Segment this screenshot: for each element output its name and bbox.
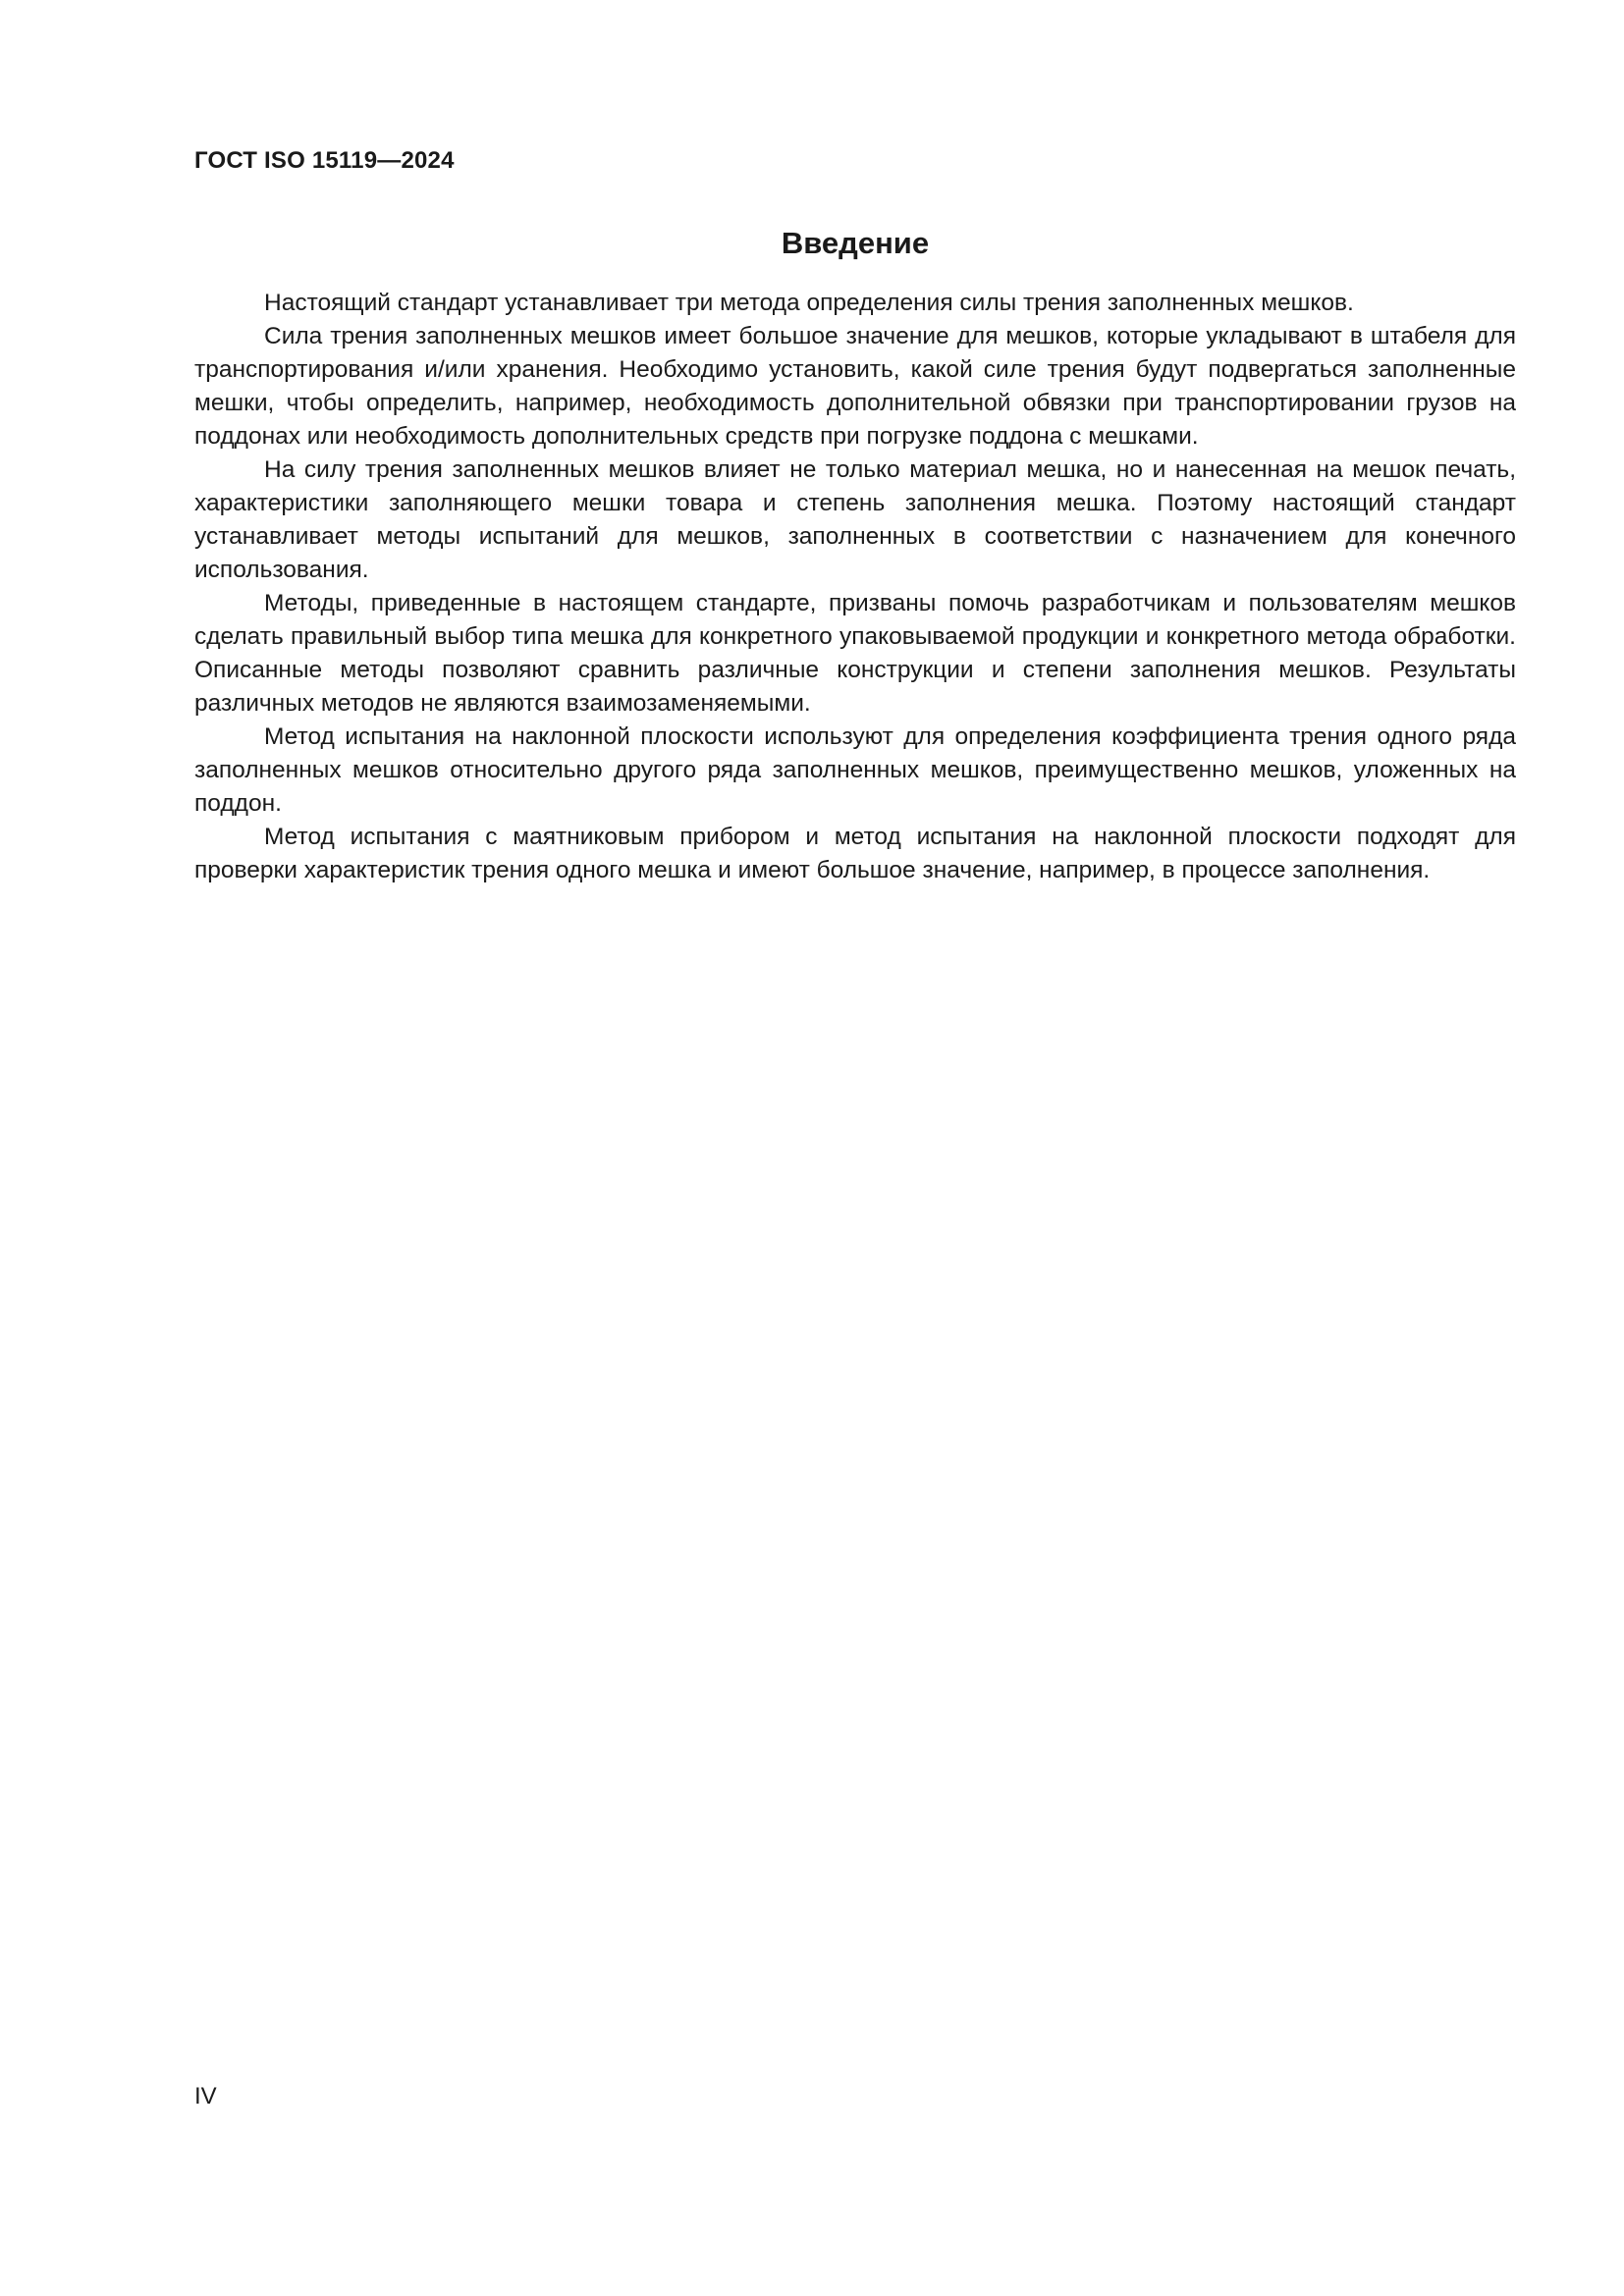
introduction-body bbox=[194, 287, 1516, 887]
section-title: Введение bbox=[781, 226, 930, 260]
document-header: ГОСТ ISO 15119—2024 bbox=[194, 147, 455, 174]
paragraph: Сила трения заполненных мешков имеет большое значение для мешков, которые укладывают в штабеля для транспортирования и/или хранения. Необходимо установить, какой силе трения будут подвергаться заполненные мешки, чтобы определить, например, необходимость дополнительной обвязки при транспортировании грузов на поддонах или необходимость дополнительных средств при погрузке поддона с мешками. bbox=[194, 323, 1516, 450]
paragraph: Настоящий стандарт устанавливает три метода определения силы трения заполненных мешков. bbox=[264, 290, 1354, 316]
paragraph: Метод испытания на наклонной плоскости используют для определения коэффициента трения одного ряда заполненных мешков относительно другого ряда заполненных мешков, преимущественно мешков, уложенных на поддон. bbox=[194, 723, 1516, 817]
paragraph: Методы, приведенные в настоящем стандарте, призваны помочь разработчикам и пользователям мешков сделать правильный выбор типа мешка для конкретного упаковываемой продукции и конкретного метода обработки. Описанные методы позволяют сравнить различные конструкции и степени заполнения мешков. Результаты различных методов не являются взаимозаменяемыми. bbox=[194, 590, 1516, 717]
page-number: IV bbox=[194, 2083, 217, 2109]
paragraph: На силу трения заполненных мешков влияет не только материал мешка, но и нанесенная на мешок печать, характеристики заполняющего мешки товара и степень заполнения мешка. Поэтому настоящий стандарт устанавливает методы испытаний для мешков, заполненных в соответствии с назначением для конечного использования. bbox=[194, 456, 1516, 583]
paragraph: Метод испытания с маятниковым прибором и метод испытания на наклонной плоскости подходят для проверки характеристик трения одного мешка и имеют большое значение, например, в процессе заполнения. bbox=[194, 824, 1516, 883]
